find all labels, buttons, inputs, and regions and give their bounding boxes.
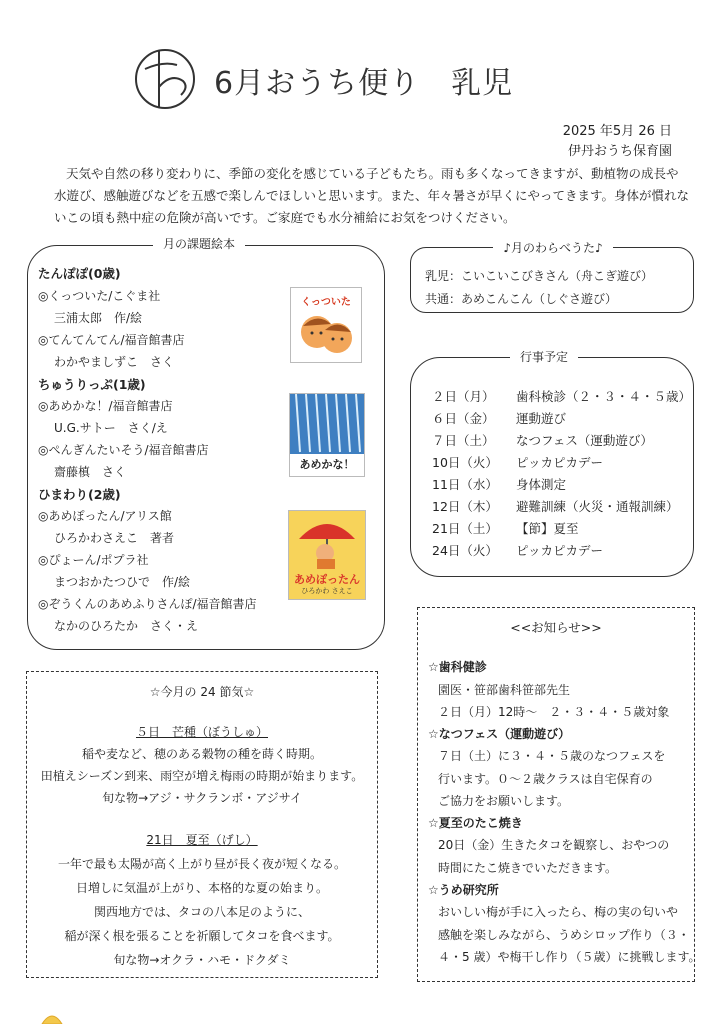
notice-text: 園医・笹部歯科笹部先生: [438, 683, 571, 697]
warabeuta-infant: 乳児：こいこいこびきさん（舟こぎ遊び）: [425, 269, 654, 283]
warabeuta-title: ♪月のわらべうた♪: [410, 239, 696, 256]
sekki-text: 旬な物→アジ・サクランボ・アジサイ: [102, 791, 302, 805]
notice-text: ご協力をお願いします。: [438, 794, 570, 808]
cover-author: ひろかわ さえこ: [301, 587, 353, 595]
notice-text: ２日（月）12時～ ２・３・４・５歳対象: [438, 705, 670, 719]
notice-text: 感触を楽しみながら、うめシロップ作り（３・: [438, 928, 690, 942]
book-author: まつおかたつひで 作/絵: [54, 575, 191, 589]
book-cover-kuttsuita: [290, 287, 362, 363]
book-title: ◎ぴょーん/ポプラ社: [38, 553, 149, 567]
event-row: 21日（土） 【節】夏至: [432, 521, 579, 536]
event-row: ２日（月） 歯科検診（２・３・４・５歳）: [432, 389, 692, 404]
book-author: なかのひろたか さく・え: [54, 619, 199, 633]
cover-title: あめぽったん: [294, 573, 360, 586]
notice-text: おいしい梅が手に入ったら、梅の実の匂いや: [438, 905, 679, 919]
notice-title: <<お知らせ>>: [510, 620, 602, 635]
notice-heading: ☆歯科健診: [428, 660, 487, 674]
book-title: ◎あめぽったん/アリス館: [38, 509, 172, 523]
cover-title: くっついた: [301, 297, 351, 308]
sekki-text: 稲や麦など、穂のある穀物の種を蒔く時期。: [81, 747, 322, 761]
event-row: 10日（火） ピッカピカデー: [432, 455, 604, 470]
event-row: 11日（水） 身体測定: [432, 477, 567, 492]
class-himawari: ひまわり(2歳): [38, 487, 121, 502]
book-title: ◎てんてんてん/福音館書店: [38, 333, 185, 347]
book-title: ◎ぞうくんのあめふりさんぽ/福音館書店: [38, 597, 257, 611]
event-row: 24日（火） ピッカピカデー: [432, 543, 604, 558]
sekki-text: 稲が深く根を張ることを祈願してタコを食べます。: [64, 929, 340, 943]
cover-title: あめかな！: [290, 454, 364, 476]
circle-logo-icon: [133, 47, 197, 111]
event-row: ７日（土） なつフェス（運動遊び）: [432, 433, 653, 448]
notice-text: 時間にたこ焼きでいただきます。: [438, 861, 618, 875]
notice-text: ７日（土）に３・４・５歳のなつフェスを: [438, 749, 666, 763]
picture-books-label: 月の課題絵本: [153, 235, 245, 252]
book-title: ◎あめかな！/福音館書店: [38, 399, 173, 413]
class-tanpopo: たんぽぽ(0歳): [38, 266, 121, 281]
intro-paragraph: 天気や自然の移り変わりに、季節の変化を感じている子どもたち。雨も多くなってきますが、動植物の成長や水遊び、感触遊びなどを五感で楽しんでほしいと思います。また、年々暑さが早くにやってきます。身体が慣れないこの頃も熱中症の危険が高いです。ご家庭でも水分補給にお気をつけください。: [54, 166, 690, 225]
book-title: ◎ぺんぎんたいそう/福音館書店: [38, 443, 209, 457]
events-title: 行事予定: [510, 348, 578, 365]
notice-heading: ☆夏至のたこ焼き: [428, 816, 523, 830]
book-author: ひろかわさえこ 著者: [54, 531, 175, 545]
rain-illustration: [290, 394, 364, 454]
event-row: 12日（木） 避難訓練（火災・通報訓練）: [432, 499, 679, 514]
notice-text: 20日（金）生きたタコを観察し、おやつの: [438, 838, 670, 852]
sekki-text: 日増しに気温が上がり、本格的な夏の始まり。: [75, 881, 328, 895]
sekki-heading: 21日 夏至（げし）: [146, 833, 258, 847]
notice-text: 行います。０～２歳クラスは自宅保育の: [438, 772, 653, 786]
sekki-text: 田植えシーズン到来、雨空が増え梅雨の時期が始まります。: [40, 769, 364, 783]
school-name: 伊丹おうち保育園: [567, 144, 672, 159]
notice-heading: ☆なつフェス（運動遊び）: [428, 727, 571, 741]
decor-sun-icon: [40, 1006, 64, 1024]
sekki-text: 一年で最も太陽が高く上がり昼が長く夜が短くなる。: [57, 857, 346, 871]
page-title: 6月おうち便り 乳児: [214, 66, 514, 101]
book-author: U.G.サトー さく/え: [54, 421, 168, 435]
book-cover-amepottan: [288, 510, 366, 600]
class-tulip: ちゅうりっぷ(1歳): [38, 377, 146, 392]
book-author: 三浦太郎 作/絵: [54, 311, 143, 325]
book-author: わかやましずこ さく: [54, 355, 175, 369]
event-row: ６日（金） 運動遊び: [432, 411, 567, 426]
book-author: 齋藤槙 さく: [54, 465, 127, 479]
issue-date: 2025 年5月 26 日: [562, 124, 672, 139]
sekki-title: ☆今月の 24 節気☆: [149, 685, 255, 699]
book-cover-amekana: [289, 393, 365, 477]
umbrella-illustration: [295, 515, 359, 569]
faces-illustration: [295, 308, 357, 358]
sekki-text: 関西地方では、タコの八本足のように、: [93, 905, 310, 919]
notice-text: ４・5 歳）や梅干し作り（５歳）に挑戦します。: [438, 950, 701, 964]
sekki-heading: ５日 芒種（ぼうしゅ）: [135, 725, 268, 739]
warabeuta-common: 共通：あめこんこん（しぐさ遊び）: [425, 292, 618, 306]
book-title: ◎くっついた/こぐま社: [38, 289, 161, 303]
notice-heading: ☆うめ研究所: [428, 883, 499, 897]
sekki-text: 旬な物→オクラ・ハモ・ドクダミ: [113, 953, 291, 967]
